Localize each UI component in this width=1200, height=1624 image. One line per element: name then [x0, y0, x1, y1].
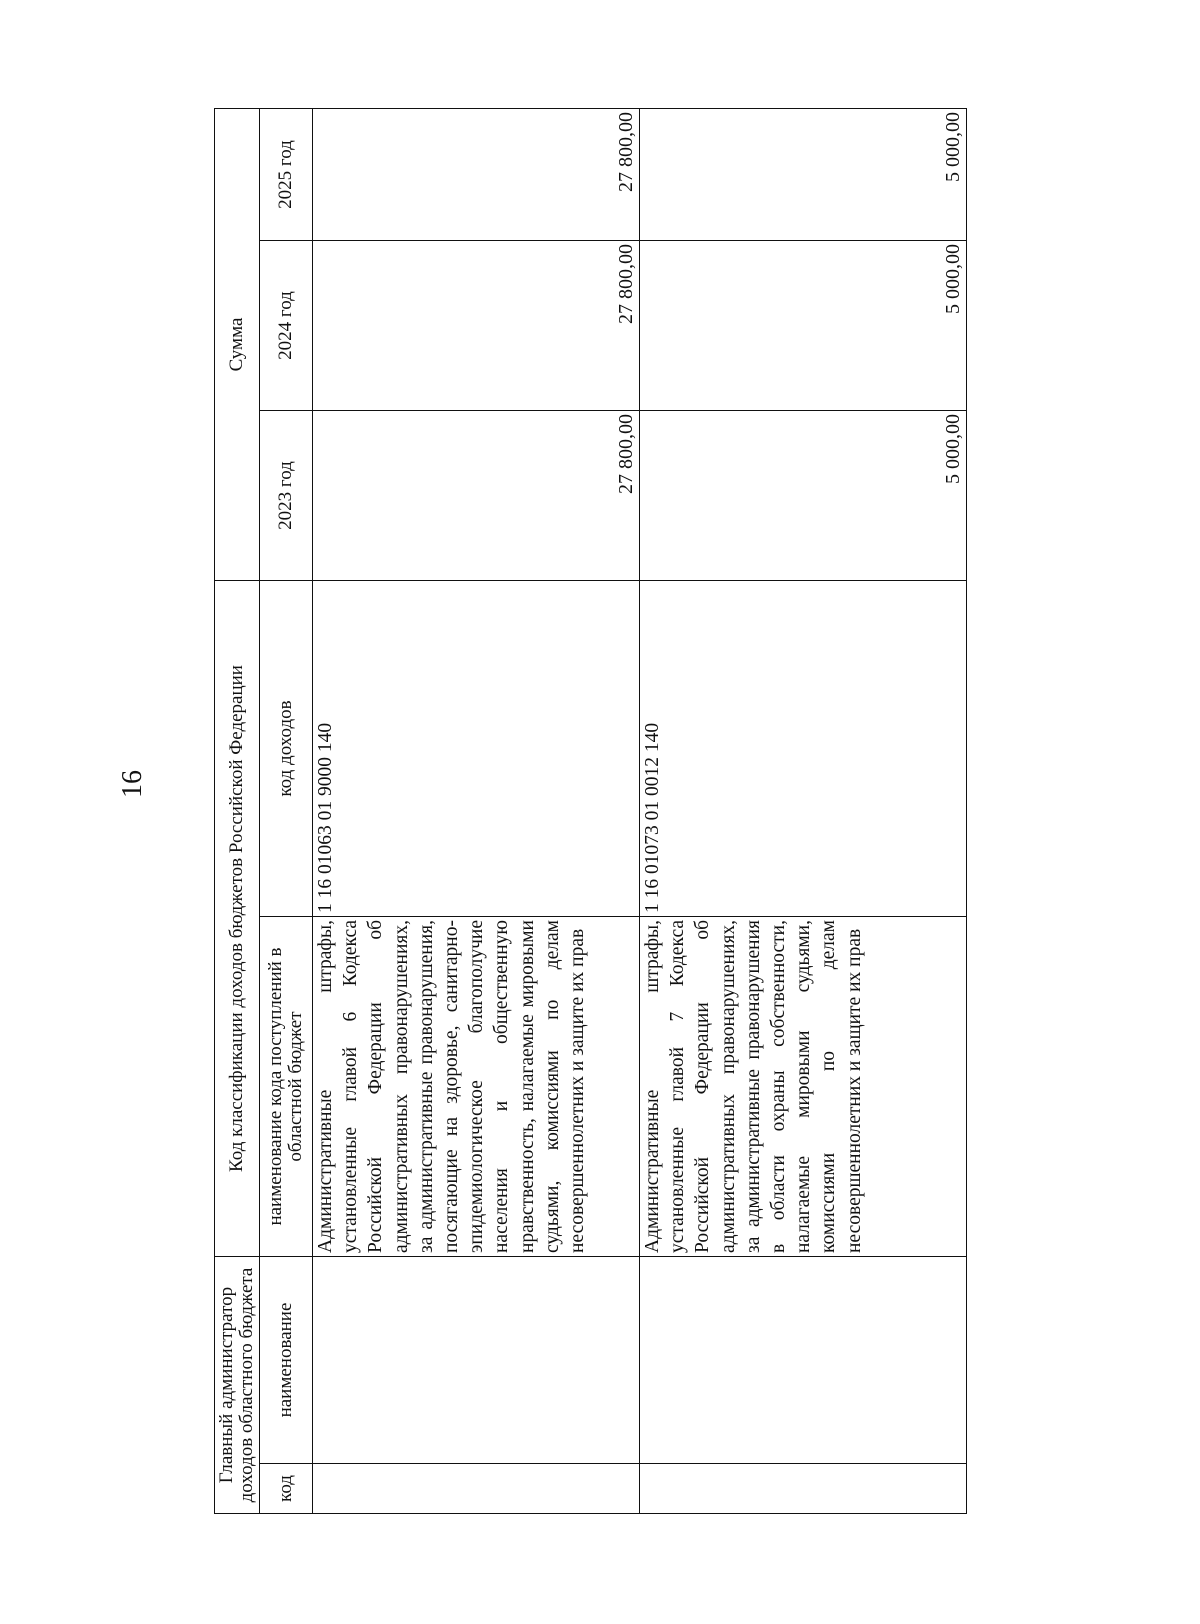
- cell-admin-name: [640, 1257, 967, 1464]
- header-name: наименование: [260, 1257, 313, 1464]
- cell-admin-code: [313, 1464, 640, 1514]
- cell-amount-2024: 5 000,00: [640, 241, 967, 411]
- header-year-2025: 2025 год: [260, 108, 313, 240]
- cell-income-code: 1 16 01073 01 0012 140: [640, 581, 967, 917]
- cell-amount-2025: 5 000,00: [640, 108, 967, 240]
- cell-amount-2025: 27 800,00: [313, 108, 640, 240]
- cell-amount-2023: 27 800,00: [313, 411, 640, 581]
- cell-admin-code: [640, 1464, 967, 1514]
- page-number: 16: [117, 770, 148, 798]
- header-year-2023: 2023 год: [260, 411, 313, 581]
- cell-amount-2023: 5 000,00: [640, 411, 967, 581]
- header-chief-administrator: Главный администратор доходов областного бюджета: [215, 1257, 260, 1514]
- header-income-code: код доходов: [260, 581, 313, 917]
- cell-income-description: Административные штрафы, установленные главой 7 Кодекса Российской Федерации об административных правонарушениях, за административные правонарушения в области охраны собственности, налагаемые мировыми судьями, комиссиями по делам несовершеннолетних и защите их прав: [640, 917, 967, 1257]
- header-income-name: наименование кода поступлений в областной бюджет: [260, 917, 313, 1257]
- cell-income-code: 1 16 01063 01 9000 140: [313, 581, 640, 917]
- header-sum: Сумма: [215, 108, 260, 580]
- table-row: [640, 108, 967, 1513]
- cell-amount-2024: 27 800,00: [313, 241, 640, 411]
- table-row: [313, 108, 640, 1513]
- header-classification-code: Код классификации доходов бюджетов Российской Федерации: [215, 581, 260, 1257]
- revenue-classification-table: [214, 108, 967, 1514]
- cell-income-description: Административные штрафы, установленные главой 6 Кодекса Российской Федерации об административных правонарушениях, за административные правонарушения, посягающие на здоровье, санитарно-эпидемиологическое благополучие населения и общественную нравственность, налагаемые мировыми судьями, комиссиями по делам несовершеннолетних и защите их прав: [313, 917, 640, 1257]
- cell-admin-name: [313, 1257, 640, 1464]
- header-year-2024: 2024 год: [260, 241, 313, 411]
- header-code: код: [260, 1464, 313, 1514]
- revenue-table-rotated: [214, 109, 967, 1514]
